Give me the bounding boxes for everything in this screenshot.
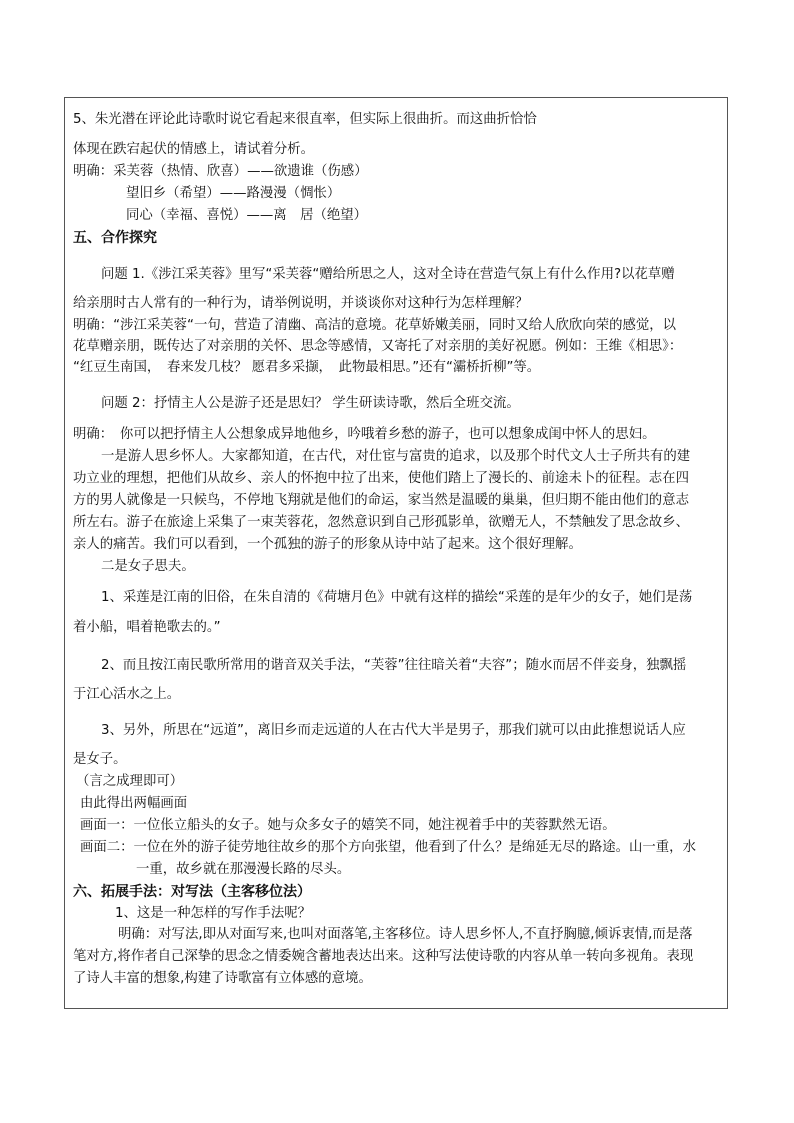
section5-answer-line1: 明确：采芙蓉（热情、欣喜）——欲遗谁（伤感） (73, 164, 368, 179)
scene2-line2: 一重，故乡就在那漫漫长路的尽头。 (136, 862, 351, 877)
problem2-answer-line1: 明确： 你可以把抒情主人公想象成异地他乡，吟哦着乡愁的游子，也可以想象成闺中怀人的思妇。 (73, 427, 656, 442)
reason3-line1: 3、另外，所思在“远道”，离旧乡而走远道的人在古代大半是男子，那我们就可以由此推想说话人应 (101, 723, 686, 738)
reason1-line2: 着小船，唱着艳歌去的。” (73, 620, 221, 635)
traveler-paragraph-line2: 功立业的理想，把他们从故乡、亲人的怀抱中拉了出来，使他们踏上了漫长的、前途未卜的征程。志在四 (73, 471, 689, 486)
section6-answer-line2: 笔对方,将作者自己深挚的思念之情委婉含蓄地表达出来。这种写法使诗歌的内容从单一转向多视角。表现 (73, 949, 694, 964)
two-scenes-intro: 由此得出两幅画面 (80, 796, 188, 811)
section6-answer-line3: 了诗人丰富的想象,构建了诗歌富有立体感的意境。 (73, 971, 372, 986)
reasonable-note: （言之成理即可） (76, 774, 184, 789)
scene2-line1: 画面二：一位在外的游子徒劳地往故乡的那个方向张望，他看到了什么？是绵延无尽的路途。山一重，水 (80, 840, 696, 855)
traveler-paragraph-line3: 方的男人就像是一只候鸟，不停地飞翔就是他们的命运，家当然是温暖的巢巢，但归期不能由他们的意志 (73, 493, 689, 508)
scene1: 画面一：一位伥立船头的女子。她与众多女子的嬉笑不同，她注视着手中的芙蓉默然无语。 (80, 818, 616, 833)
section5-question-line1: 5、朱光潜在评论此诗歌时说它看起来很直率，但实际上很曲折。而这曲折恰恰 (73, 112, 537, 127)
reason1-line1: 1、采莲是江南的旧俗，在朱自清的《荷塘月色》中就有这样的描绘“采莲的是年少的女子，她们是荡 (101, 590, 693, 605)
section-heading-6: 六、拓展手法：对写法（主客移位法） (73, 884, 311, 900)
reason2-line1: 2、而且按江南民歌所常用的谐音双关手法，“芙蓉”往往暗关着“夫容”；随水而居不伴妾身，独飘摇 (101, 658, 687, 673)
wife-paragraph-title: 二是女子思夫。 (101, 559, 195, 574)
reason3-line2: 是女子。 (73, 752, 127, 767)
section5-answer-line3: 同心（幸福、喜悦）——离 居（绝望） (126, 208, 368, 223)
section6-question: 1、这是一种怎样的写作手法呢？ (115, 906, 311, 921)
problem1-answer-line3: “红豆生南国， 春来发几枝？ 愿君多采撷， 此物最相思。”还有“灞桥折柳”等。 (73, 360, 541, 375)
section5-answer-line2: 望旧乡（希望）——路漫漫（惆怅） (126, 186, 341, 201)
traveler-paragraph-line1: 一是游人思乡怀人。大家都知道，在古代，对仕宦与富贵的追求，以及那个时代文人士子所共有的建 (101, 449, 691, 464)
reason2-line2: 于江心活水之上。 (73, 687, 181, 702)
section-heading-5: 五、合作探究 (73, 230, 157, 246)
traveler-paragraph-line4: 所左右。游子在旅途上采集了一束芙蓉花，忽然意识到自己形孤影单，欲赠无人，不禁触发了思念故乡、 (73, 515, 689, 530)
problem2-question: 问题 2：抒情主人公是游子还是思妇？ 学生研读诗歌，然后全班交流。 (101, 396, 520, 411)
section5-question-line2: 体现在跌宕起伏的情感上，请试着分析。 (73, 142, 315, 157)
problem1-question-line2: 给亲朋时古人常有的一种行为，请举例说明，并谈谈你对这种行为怎样理解？ (73, 296, 529, 311)
traveler-paragraph-line5: 亲人的痛苦。我们可以看到，一个孤独的游子的形象从诗中站了起来。这个很好理解。 (73, 537, 582, 552)
problem1-answer-line2: 花草赠亲朋，既传达了对亲朋的关怀、思念等感情，又寄托了对亲朋的美好祝愿。例如：王维《相思》： (73, 339, 683, 354)
problem1-answer-line1: 明确：“涉江采芙蓉“一句，营造了清幽、高洁的意境。花草娇嫩美丽，同时又给人欣欣向荣的感觉，以 (73, 318, 677, 333)
section6-answer-line1: 明确：对写法,即从对面写来,也叫对面落笔,主客移位。诗人思乡怀人,不直抒胸臆,倾诉衷情,而是落 (118, 927, 693, 942)
problem1-question-line1: 问题 1.《涉江采芙蓉》里写“采芙蓉“赠给所思之人，这对全诗在营造气氛上有什么作用?以花草赠 (101, 267, 675, 282)
